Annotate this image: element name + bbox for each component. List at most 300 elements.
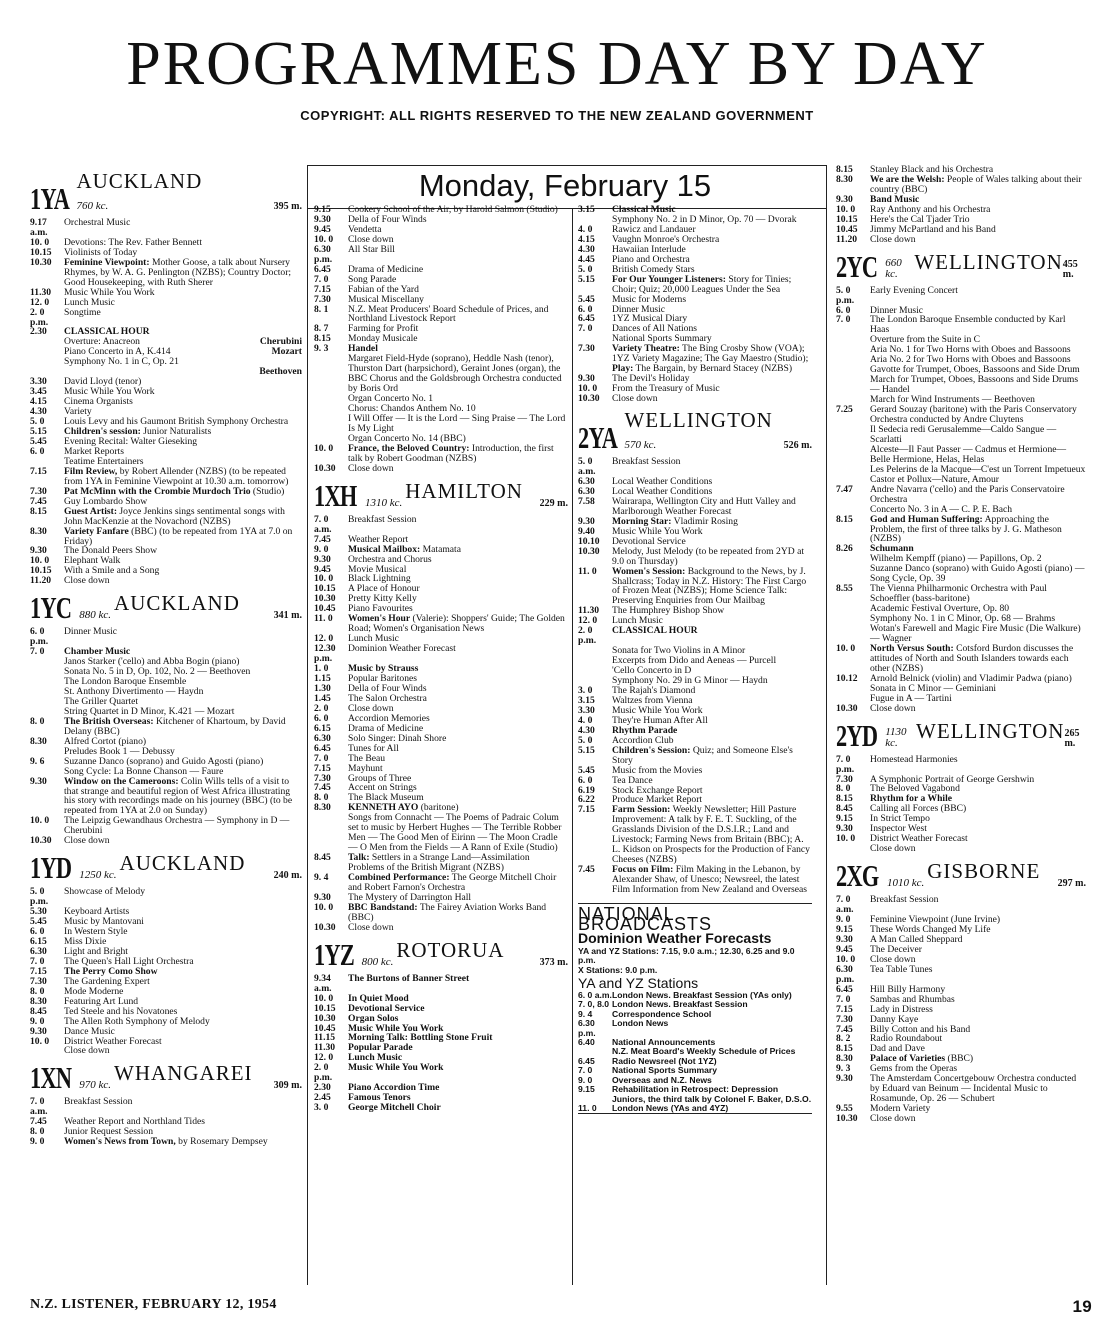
programme-time: 9.17 a.m. bbox=[30, 217, 48, 238]
programme-time: 7.15 bbox=[314, 283, 331, 295]
programme-title: God and Human Suffering: Approaching the Problem, the first of three talks by J. G. Matheson (NZBS) bbox=[870, 513, 1062, 545]
programme-title: With a Smile and a Song bbox=[64, 565, 160, 577]
programme-title: Keyboard Artists bbox=[64, 906, 130, 918]
programme-title: Close down bbox=[64, 835, 110, 847]
programme-title: Close down bbox=[870, 233, 916, 245]
programme-entry bbox=[314, 515, 568, 535]
programme-list-1yc bbox=[30, 627, 302, 846]
station-header-2ya bbox=[578, 408, 812, 456]
programme-title: Chamber Music bbox=[64, 646, 131, 658]
programme-title: Symphony No. 1 in C Minor, Op. 68 — Brahms bbox=[870, 613, 1056, 625]
programme-title: Market Reports bbox=[64, 445, 124, 457]
programme-title: Music While You Work bbox=[612, 704, 703, 716]
programme-time: 7. 0 bbox=[314, 273, 329, 285]
programme-title: Music While You Work bbox=[348, 1062, 444, 1074]
programme-time: 3.15 bbox=[578, 205, 595, 215]
ya-yz-heading: YA and YZ Stations bbox=[578, 975, 699, 992]
programme-title: Farming for Profit bbox=[348, 323, 419, 335]
programme-time: 2. 0 p.m. bbox=[314, 1062, 333, 1084]
station-frequency: 880 kc. bbox=[79, 609, 112, 622]
programme-time: 7.45 bbox=[30, 1116, 47, 1128]
programme-time: 8.30 bbox=[836, 1053, 853, 1065]
programme-title: Overseas and N.Z. News bbox=[612, 1074, 712, 1085]
programme-title: Violinists of Today bbox=[64, 246, 138, 258]
programme-title: Music While You Work bbox=[348, 1022, 444, 1034]
programme-time: 9.30 bbox=[314, 213, 331, 225]
programme-title: Sonata for Two Violins in A Minor bbox=[612, 645, 746, 657]
programme-title: Musical Miscellany bbox=[348, 293, 424, 305]
programme-time: 11.30 bbox=[314, 1042, 336, 1054]
programme-time: 6. 0 bbox=[30, 445, 45, 457]
national-title: NATIONAL BROADCASTS bbox=[578, 904, 713, 934]
programme-time: 9.15 bbox=[836, 924, 853, 935]
programme-time: 10.30 bbox=[30, 256, 52, 268]
programme-entry bbox=[578, 805, 812, 865]
programme-time: 10.15 bbox=[314, 583, 336, 595]
programme-time: 8.55 bbox=[836, 583, 853, 595]
programme-time: 5.45 bbox=[578, 764, 595, 776]
programme-time: 9.45 bbox=[836, 943, 853, 955]
programme-entry bbox=[578, 457, 812, 477]
programme-time: 12. 0 bbox=[578, 615, 598, 627]
programme-title: A Man Called Sheppard bbox=[870, 933, 963, 945]
programme-time: 9.30 bbox=[30, 545, 47, 557]
programme-entry bbox=[836, 1074, 1086, 1104]
programme-entry bbox=[578, 344, 812, 374]
programme-title: Window on the Cameroons: Colin Wills tells of a visit to that strange and beautiful region of West Africa illustrating his story with recordings made on his journey (BBC) (to be repeated from 1YA at 2.0 on Sunday) bbox=[64, 775, 293, 817]
programme-title: The British Overseas: Kitchener of Khartoum, by David Delany (BBC) bbox=[64, 715, 286, 737]
programme-time: 10. 0 bbox=[30, 555, 50, 567]
programme-entry bbox=[314, 903, 568, 923]
programme-time: 1.30 bbox=[314, 682, 331, 694]
programme-title: KENNETH AYO (baritone) bbox=[348, 802, 459, 814]
station-call: 2YC bbox=[836, 248, 878, 284]
programme-time: 6. 0 bbox=[836, 304, 851, 316]
programme-time bbox=[836, 844, 870, 854]
programme-time: 6. 0 bbox=[578, 774, 593, 786]
programme-time: 8. 0 bbox=[314, 792, 329, 804]
programme-time: 3.30 bbox=[30, 376, 47, 388]
station-header-1yc bbox=[30, 590, 302, 626]
programme-time: 10.45 bbox=[836, 223, 858, 235]
station-header-1xh bbox=[314, 477, 568, 513]
programme-title: Monday Musicale bbox=[348, 333, 418, 345]
programme-time: 6.45 bbox=[578, 1055, 595, 1066]
programme-title: Music from the Movies bbox=[612, 764, 703, 776]
programme-time: 10. 0 bbox=[30, 236, 50, 248]
programme-title: Film Review, by Robert Allender (NZBS) (to be repeated from 1YA in Feminine Viewpoint at 10.30 a.m. tomorrow) bbox=[64, 465, 289, 487]
programme-title: From the Treasury of Music bbox=[612, 383, 720, 395]
station-frequency: 1250 kc. bbox=[79, 869, 117, 882]
programme-title: Fugue in A — Tartini bbox=[870, 692, 952, 704]
programme-title: George Mitchell Choir bbox=[348, 1102, 441, 1114]
station-header-1yz bbox=[314, 936, 568, 972]
programme-entry bbox=[836, 1114, 1086, 1124]
programme-entry bbox=[30, 467, 302, 487]
programme-entry bbox=[314, 464, 568, 474]
programme-entry bbox=[30, 777, 302, 817]
station-wavelength: 455 m. bbox=[1062, 258, 1078, 280]
programme-title: In Quiet Mood bbox=[348, 992, 409, 1004]
programme-title: Close down bbox=[64, 1045, 110, 1057]
programme-title: The Devil's Holiday bbox=[612, 373, 690, 385]
programme-time: 9. 0 bbox=[30, 1136, 45, 1148]
programme-time: 5.30 bbox=[30, 906, 47, 918]
programme-time: 9. 0 bbox=[30, 1015, 45, 1027]
programme-time: 10.30 bbox=[314, 462, 336, 474]
programme-time: 7.30 bbox=[30, 975, 47, 987]
programme-title: Homestead Harmonies bbox=[870, 753, 958, 765]
programme-title: Andre Navarra ('cello) and the Paris Conservatoire Orchestra bbox=[870, 483, 1065, 505]
programme-time: 7.25 bbox=[836, 404, 853, 416]
programme-title: Rehabilitation in Retrospect: Depression Juniors, the third talk by Colonel F. Baker, D.S.O. bbox=[612, 1084, 812, 1104]
programme-time: 6. 0 a.m. bbox=[578, 990, 612, 1001]
programme-title: 1YZ Musical Diary bbox=[612, 313, 688, 325]
programme-time: 10. 0 bbox=[836, 642, 856, 654]
programme-entry bbox=[836, 175, 1086, 195]
station-call: 1XN bbox=[30, 1060, 72, 1096]
programme-time: 9.15 bbox=[836, 813, 853, 825]
programme-title: Song Cycle: La Bonne Chanson — Faure bbox=[64, 765, 224, 777]
programme-time bbox=[314, 354, 348, 394]
station-header-1yd bbox=[30, 850, 302, 886]
programme-entry bbox=[836, 644, 1086, 674]
programme-time: 7.30 bbox=[578, 343, 595, 355]
programme-time: 6.30 bbox=[30, 945, 47, 957]
column-rule bbox=[572, 209, 573, 1285]
programme-title: Piano Favourites bbox=[348, 603, 413, 615]
programme-time: 9. 0 bbox=[578, 1074, 593, 1085]
programme-entry bbox=[314, 245, 568, 265]
programme-title: Lunch Music bbox=[64, 296, 115, 308]
programme-title: Fabian of the Yard bbox=[348, 283, 419, 295]
programme-title: Combined Performance: The George Mitchell Choir and Robert Farnon's Orchestra bbox=[348, 872, 557, 893]
programme-title: Weather Report bbox=[348, 533, 409, 545]
programme-entry bbox=[578, 567, 812, 607]
programme-title: Dance Music bbox=[64, 1025, 115, 1037]
programme-time: 8.15 bbox=[836, 513, 853, 525]
programme-entry bbox=[836, 704, 1086, 714]
programme-list-1xh bbox=[314, 515, 568, 933]
programme-time: 9.55 bbox=[836, 1103, 853, 1115]
programme-time: 8.15 bbox=[836, 165, 853, 175]
programme-time: 7.30 bbox=[314, 772, 331, 784]
programme-time: 10.15 bbox=[30, 565, 52, 577]
programme-time bbox=[836, 465, 870, 475]
programme-title: Songtime bbox=[64, 306, 101, 318]
programme-title: Lady in Distress bbox=[870, 1003, 933, 1015]
programme-entry bbox=[836, 624, 1086, 644]
programme-time: 6. 0 bbox=[578, 303, 593, 315]
programme-entry bbox=[836, 485, 1086, 505]
programme-time: 7.45 bbox=[314, 533, 331, 545]
programme-title: Della of Four Winds bbox=[348, 682, 427, 694]
programme-title: Breakfast Session bbox=[64, 1096, 133, 1108]
station-frequency: 1010 kc. bbox=[887, 877, 925, 890]
programme-time: 5. 0 a.m. bbox=[578, 456, 596, 478]
programme-title: Sonata in C Minor — Geminiani bbox=[870, 682, 997, 694]
programme-time bbox=[314, 394, 348, 404]
programme-title: Guy Lombardo Show bbox=[64, 495, 148, 507]
station-wavelength: 341 m. bbox=[273, 610, 302, 622]
programme-time: 8. 0 bbox=[30, 715, 45, 727]
programme-time: 4.30 bbox=[578, 724, 595, 736]
programme-time: 9. 0 bbox=[836, 914, 851, 926]
programme-time: 8.26 bbox=[836, 543, 853, 555]
programme-title: Symphony No. 29 in G Minor — Haydn bbox=[612, 675, 768, 687]
programme-time: 7. 0 a.m. bbox=[314, 513, 332, 535]
programme-time bbox=[836, 604, 870, 614]
programme-title: In Western Style bbox=[64, 926, 128, 938]
programme-time: 10. 0 bbox=[30, 1035, 50, 1047]
programme-time: 6. 0 bbox=[314, 712, 329, 724]
programme-title: London News (YAs and 4YZ) bbox=[612, 1102, 729, 1113]
programme-time: 5. 0 p.m. bbox=[30, 886, 49, 908]
programme-title: The Griller Quartet bbox=[64, 695, 139, 707]
programme-title: For Our Younger Listeners: Story for Tinies; Choir; Quiz; 20,000 Leagues Under the Sea bbox=[612, 273, 792, 295]
programme-title: Farm Session: Weekly Newsletter; Hill Pasture Improvement: A talk by F. E. T. Suckling, of the Grasslands Division of the D.S.I.R.; Land and Livestock; Farming News from Britain (BBC); A. L. Kidson on Prospects for the Production of Fancy Cheeses (NZBS) bbox=[612, 804, 810, 866]
programme-time: 7.15 bbox=[836, 1003, 853, 1015]
programme-time: 8.15 bbox=[314, 333, 331, 345]
programme-title: Janos Starker ('cello) and Abba Bogin (piano) bbox=[64, 656, 240, 668]
programme-title: Music While You Work bbox=[64, 286, 155, 298]
programme-time: 8. 0 bbox=[30, 985, 45, 997]
programme-time bbox=[836, 445, 870, 465]
programme-time: 6.19 bbox=[578, 784, 595, 796]
programme-entry bbox=[314, 414, 568, 434]
programme-time: 12.30 p.m. bbox=[314, 643, 336, 665]
programme-entry bbox=[30, 507, 302, 527]
footer-issue: N.Z. LISTENER, FEBRUARY 12, 1954 bbox=[30, 1297, 277, 1312]
programme-time: 10. 0 bbox=[314, 233, 334, 245]
programme-time: 9. 3 bbox=[836, 1063, 851, 1075]
column-1 bbox=[30, 165, 302, 1147]
programme-time bbox=[314, 414, 348, 434]
programme-title: Feminine Viewpoint: Mother Goose, a talk about Nursery Rhymes, by W. A. G. Penlington (NZBS); Country Doctor; Good Housekeeping, with Ruth Sherer bbox=[64, 256, 292, 288]
programme-time: 9.45 bbox=[314, 223, 331, 235]
programme-entry bbox=[836, 844, 1086, 854]
programme-list-2xg bbox=[836, 895, 1086, 1124]
programme-title: Dinner Music bbox=[870, 304, 924, 316]
programme-time: 10.30 bbox=[578, 545, 600, 557]
programme-time: 1. 0 bbox=[314, 663, 329, 675]
programme-time bbox=[836, 425, 870, 445]
programme-time bbox=[30, 697, 64, 707]
programme-title: The Donald Peers Show bbox=[64, 545, 157, 557]
station-header-2yd bbox=[836, 717, 1086, 753]
programme-title: France, the Beloved Country: Introduction, the first talk by Robert Goodman (NZBS) bbox=[348, 442, 554, 464]
programme-time: 11.30 bbox=[30, 286, 52, 298]
programme-time: 10.30 bbox=[836, 1113, 858, 1125]
programme-title: The Vienna Philharmonic Orchestra with Paul Schoeffler (bass-baritone) bbox=[870, 583, 1047, 605]
programme-time bbox=[30, 667, 64, 677]
national-list bbox=[578, 991, 812, 1113]
programme-title: Ray Anthony and his Orchestra bbox=[870, 203, 991, 215]
programme-entry bbox=[314, 813, 568, 853]
programme-time bbox=[578, 656, 612, 666]
programme-time: 10.12 bbox=[836, 672, 858, 684]
station-city: WELLINGTON bbox=[914, 249, 1063, 274]
programme-title: Variety Theatre: The Bing Crosby Show (VOA); 1YZ Variety Magazine; The Gay Maestro (Studio); Play: The Bargain, by Bernard Stacey (NZBS) bbox=[612, 343, 809, 375]
programme-title: Teatime Entertainers bbox=[64, 455, 144, 467]
programme-time: 7.15 bbox=[30, 465, 47, 477]
programme-time: 6. 0 bbox=[30, 926, 45, 938]
programme-title: Alfred Cortot (piano) bbox=[64, 735, 147, 747]
programme-time: 10. 0 bbox=[836, 833, 856, 845]
programme-time: 6.45 bbox=[314, 742, 331, 754]
programme-title: Variety Fanfare (BBC) (to be repeated from 1YA at 7.0 on Friday) bbox=[64, 525, 293, 547]
programme-time: 3.15 bbox=[578, 694, 595, 706]
programme-title: Accordion Memories bbox=[348, 712, 430, 724]
programme-title: Gerard Souzay (baritone) with the Paris Conservatory Orchestra conducted by Andre Cluytens bbox=[870, 404, 1077, 426]
station-call: 1XH bbox=[314, 477, 357, 513]
programme-entry bbox=[314, 305, 568, 325]
programme-title: Elephant Walk bbox=[64, 555, 121, 567]
programme-title: National Sports Summary bbox=[612, 333, 712, 345]
programme-time: 9.30 bbox=[314, 553, 331, 565]
programme-title: Orchestra and Chorus bbox=[348, 553, 432, 565]
programme-time: 7. 0 a.m. bbox=[30, 1096, 48, 1118]
programme-title: Jimmy McPartland and his Band bbox=[870, 223, 996, 235]
programme-entry bbox=[836, 515, 1086, 545]
programme-title: British Comedy Stars bbox=[612, 263, 695, 275]
programme-title: Drama of Medicine bbox=[348, 722, 424, 734]
programme-entry bbox=[578, 746, 812, 766]
programme-entry bbox=[836, 425, 1086, 445]
programme-title: Morning Star: Vladimir Rosing bbox=[612, 515, 738, 527]
programme-time: 8. 0 bbox=[836, 783, 851, 795]
programme-list-1yz bbox=[314, 974, 568, 1113]
programme-entry bbox=[314, 853, 568, 873]
programme-time: 7. 0 bbox=[578, 1065, 593, 1076]
programme-title: District Weather Forecast bbox=[870, 833, 968, 845]
programme-title: A Symphonic Portrait of George Gershwin bbox=[870, 773, 1035, 785]
programme-list-2ya bbox=[578, 457, 812, 895]
station-frequency: 570 kc. bbox=[624, 439, 657, 452]
programme-title: Ted Steele and his Novatones bbox=[64, 1005, 178, 1017]
programme-title: Della of Four Winds bbox=[348, 213, 427, 225]
programme-title: Wotan's Farewell and Magic Fire Music (Die Walkure) — Wagner bbox=[870, 623, 1081, 644]
programme-title: Gems from the Operas bbox=[870, 1063, 958, 1075]
programme-time: 10. 0 bbox=[314, 901, 334, 913]
programme-title: The Burtons of Banner Street bbox=[348, 972, 470, 984]
station-city: ROTORUA bbox=[396, 937, 505, 962]
composer: Beethoven bbox=[259, 366, 302, 378]
programme-list-2yd bbox=[836, 755, 1086, 855]
programme-title: Schumann bbox=[870, 543, 914, 555]
programme-time: 10.30 bbox=[578, 393, 600, 405]
programme-title: Alceste—Il Faut Passer — Cadmus et Hermione—Belle Hermione, Helas, Helas bbox=[870, 443, 1067, 465]
station-call: 1YD bbox=[30, 850, 72, 886]
programme-title: Waltzes from Vienna bbox=[612, 694, 693, 706]
programme-entry bbox=[836, 895, 1086, 915]
programme-title: Tea Dance bbox=[612, 774, 653, 786]
station-call: 1YA bbox=[30, 181, 70, 216]
programme-time: 11. 0 bbox=[578, 565, 597, 577]
programme-title: Close down bbox=[870, 953, 916, 965]
programme-title: Accordion Club bbox=[612, 734, 674, 746]
programme-title: I Will Offer — It is the Lord — Sing Praise — The Lord Is My Light bbox=[348, 413, 566, 434]
programme-time: 8.30 bbox=[314, 802, 331, 814]
programme-title: The Beau bbox=[348, 752, 386, 764]
programme-title: Rhythm Parade bbox=[612, 724, 678, 736]
station-header-2yc bbox=[836, 248, 1086, 284]
station-wavelength: 265 m. bbox=[1064, 727, 1080, 749]
programme-title: Early Evening Concert bbox=[870, 284, 958, 296]
programme-time: 8. 2 bbox=[836, 1033, 851, 1045]
programme-title: Dinner Music bbox=[64, 626, 118, 638]
station-call: 2YA bbox=[578, 420, 618, 456]
programme-time: 8.15 bbox=[836, 1043, 853, 1055]
programme-title: The Queen's Hall Light Orchestra bbox=[64, 955, 194, 967]
programme-time: 4.45 bbox=[578, 253, 595, 265]
programme-time: 3. 0 bbox=[578, 684, 593, 696]
programme-time: 9. 0 bbox=[314, 543, 329, 555]
programme-title: Aria No. 2 for Two Horns with Oboes and Bassoons bbox=[870, 354, 1071, 366]
national-broadcasts-box bbox=[578, 903, 812, 1114]
programme-title: CLASSICAL HOUR bbox=[612, 625, 698, 637]
programme-title: Hawaiian Interlude bbox=[612, 243, 686, 255]
programme-entry bbox=[578, 865, 812, 895]
programme-title: Piano and Orchestra bbox=[612, 253, 690, 265]
programme-time: 9.30 bbox=[30, 775, 47, 787]
programme-title: Piano Accordion Time bbox=[348, 1082, 440, 1094]
programme-title: Pat McMinn with the Crombie Murdoch Trio (Studio) bbox=[64, 485, 285, 497]
programme-time: 10.45 bbox=[314, 1022, 336, 1034]
programme-time: 9.30 bbox=[578, 373, 595, 385]
programme-time bbox=[836, 345, 870, 355]
programme-title: We are the Welsh: People of Wales talking about their country (BBC) bbox=[870, 173, 1082, 195]
programme-title: Academic Festival Overture, Op. 80 bbox=[870, 603, 1010, 615]
programme-time: 6.30 p.m. bbox=[578, 1018, 596, 1038]
programme-title: Drama of Medicine bbox=[348, 263, 424, 275]
copyright-line: COPYRIGHT: ALL RIGHTS RESERVED TO THE NEW ZEALAND GOVERNMENT bbox=[300, 108, 814, 123]
programme-time: 8.15 bbox=[30, 505, 47, 517]
programme-time: 4.30 bbox=[578, 243, 595, 255]
programme-time: 9.34 a.m. bbox=[314, 972, 332, 994]
programme-entry bbox=[836, 286, 1086, 306]
programme-time: 6.30 p.m. bbox=[836, 963, 855, 985]
programme-title: Close down bbox=[348, 233, 394, 245]
programme-time: 10.30 bbox=[314, 1012, 336, 1024]
programme-title: The London Baroque Ensemble conducted by Karl Haas bbox=[870, 314, 1066, 336]
programme-title: Music While You Work bbox=[64, 386, 155, 398]
programme-title: Correspondence School bbox=[612, 1008, 712, 1019]
programme-title: Aria No. 1 for Two Horns with Oboes and Bassoons bbox=[870, 344, 1071, 356]
programme-title: The London Baroque Ensemble bbox=[64, 676, 187, 688]
programme-time bbox=[836, 365, 870, 375]
programme-list-1ya bbox=[30, 218, 302, 337]
programme-title: All Star Bill bbox=[348, 243, 395, 255]
programme-time: 6.45 bbox=[578, 313, 595, 325]
programme-title: Close down bbox=[612, 393, 658, 405]
programme-time: 9.15 bbox=[314, 205, 331, 215]
programme-time: 8.30 bbox=[30, 525, 47, 537]
programme-time: 5. 0 bbox=[578, 734, 593, 746]
programme-time: 9.30 bbox=[836, 1073, 853, 1085]
programme-time: 4.15 bbox=[578, 233, 595, 245]
programme-time: 4. 0 bbox=[578, 714, 593, 726]
programme-entry bbox=[836, 235, 1086, 245]
station-city: WELLINGTON bbox=[624, 408, 773, 433]
programme-title: Popular Parade bbox=[348, 1042, 413, 1054]
programme-title: Tea Table Tunes bbox=[870, 963, 933, 975]
programme-title: North Versus South: Cotsford Burdon discusses the attitudes of North and South Islanders towards each other (NZBS) bbox=[870, 642, 1074, 674]
programme-entry bbox=[836, 375, 1086, 395]
programme-time: 9.30 bbox=[836, 193, 853, 205]
programme-time: 5.15 bbox=[578, 273, 595, 285]
programme-entry bbox=[578, 1085, 812, 1104]
